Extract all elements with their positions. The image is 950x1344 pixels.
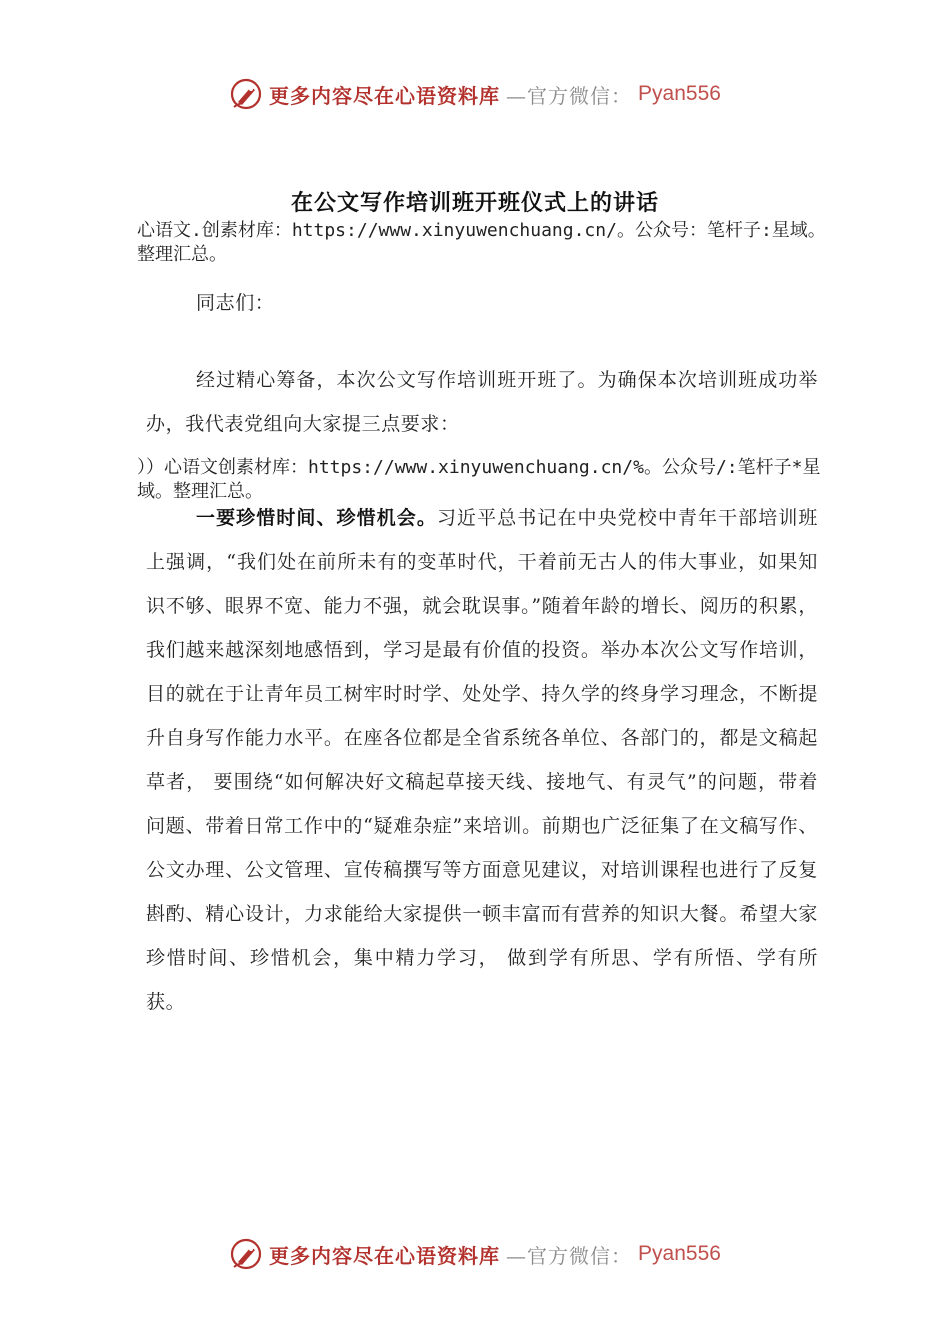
banner-sub-text: —官方微信： xyxy=(506,1243,633,1268)
banner-sub-text: —官方微信： xyxy=(506,83,633,108)
source-note-repeat: ））心语文创素材库：https://www.xinyuwenchuang.cn/%。公众号/:笔杆子*星域。整理汇总。 xyxy=(137,457,821,502)
paragraph-intro: 经过精心筹备，本次公文写作培训班开班了。为确保本次培训班成功举办，我代表党组向大家提三点要求： xyxy=(146,369,818,435)
banner-wechat-id: Pyan556 xyxy=(638,1242,721,1265)
point-one-heading: 一要珍惜时间、珍惜机会。 xyxy=(196,507,437,529)
greeting: 同志们： xyxy=(196,292,275,314)
document-title: 在公文写作培训班开班仪式上的讲话 xyxy=(290,191,659,216)
footer-watermark-banner xyxy=(0,1234,950,1274)
banner-main-text: 更多内容尽在心语资料库 xyxy=(269,83,501,108)
banner-main-text: 更多内容尽在心语资料库 xyxy=(269,1243,501,1268)
banner-wechat-id: Pyan556 xyxy=(638,82,721,105)
paragraph-point-one xyxy=(146,496,818,1024)
pen-nib-logo-icon xyxy=(229,77,263,111)
point-one-body: 习近平总书记在中央党校中青年干部培训班上强调，“我们处在前所未有的变革时代，干着前无古人的伟大事业，如果知识不够、眼界不宽、能力不强，就会耽误事。”随着年龄的增长、阅历的积累，我们越来越深刻地感悟到，学习是最有价值的投资。举办本次公文写作培训，目的就在于让青年员工树牢时时学、处处学、持久学的终身学习理念，不断提升自身写作能力水平。在座各位都是全省系统各单位、各部门的，都是文稿起草者， 要围绕“如何解决好文稿起草接天线、接地气、有灵气”的问题，带着问题、带着日常工作中的“疑难杂症”来培训。前期也广泛征集了在文稿写作、公文办理、公文管理、宣传稿撰写等方面意见建议，对培训课程也进行了反复斟酌、精心设计，力求能给大家提供一顿丰富而有营养的知识大餐。希望大家珍惜时间、珍惜机会，集中精力学习， 做到学有所思、学有所悟、学有所获。 xyxy=(146,507,819,1013)
pen-nib-logo-icon xyxy=(229,1237,263,1271)
source-note: 心语文.创素材库：https://www.xinyuwenchuang.cn/。公众号：笔杆子:星域。整理汇总。 xyxy=(137,220,826,265)
header-watermark-banner xyxy=(0,74,950,114)
